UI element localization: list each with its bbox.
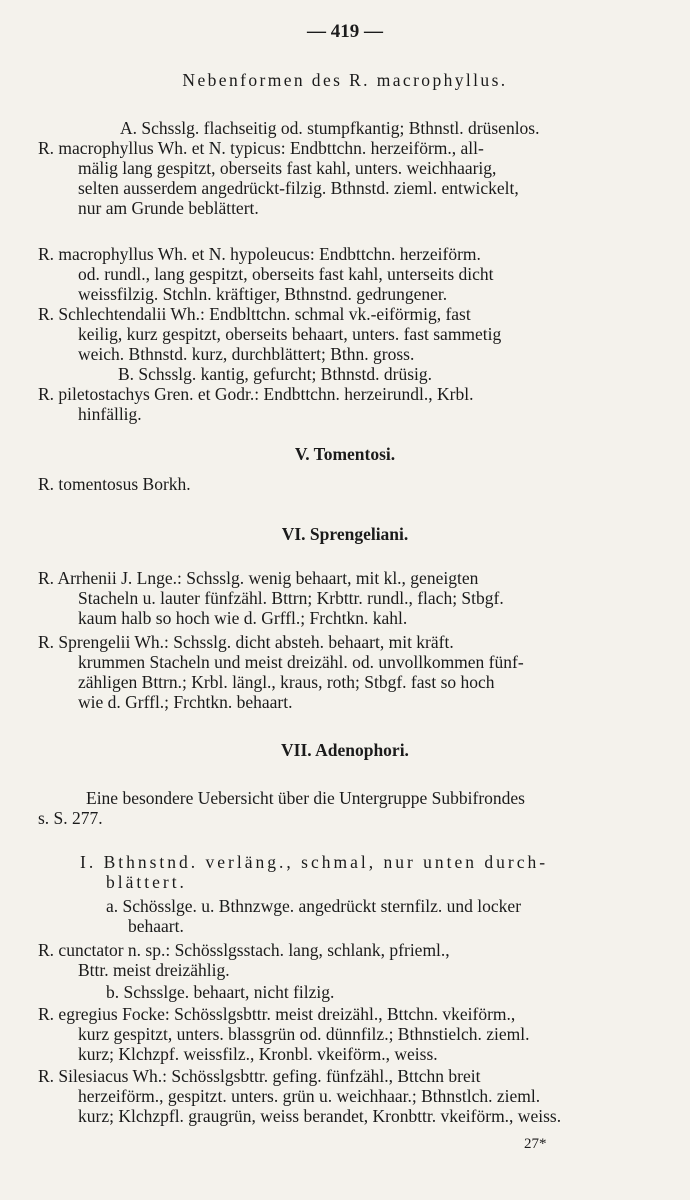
text-line: weissfilzig. Stchln. kräftiger, Bthnstnd. gedrungener.	[78, 284, 448, 304]
text-line: s. S. 277.	[38, 808, 103, 828]
text-line: R. piletostachys Gren. et Godr.: Endbttchn. herzeirundl., Krbl.	[38, 384, 474, 404]
text-line: R. Sprengelii Wh.: Schsslg. dicht absteh. behaart, mit kräft.	[38, 632, 454, 652]
text-line: I. Bthnstnd. verläng., schmal, nur unten durch-	[80, 852, 549, 872]
text-line: od. rundl., lang gespitzt, oberseits fast kahl, unterseits dicht	[78, 264, 494, 284]
text-line: B. Schsslg. kantig, gefurcht; Bthnstd. drüsig.	[118, 364, 433, 384]
text-line: R. tomentosus Borkh.	[38, 474, 191, 494]
text-line: R. Silesiacus Wh.: Schösslgsbttr. gefing. fünfzähl., Bttchn breit	[38, 1066, 481, 1086]
text-line: R. egregius Focke: Schösslgsbttr. meist dreizähl., Bttchn. vkeiförm.,	[38, 1004, 516, 1024]
section-heading-vi: VI. Sprengeliani.	[281, 524, 409, 544]
text-line: selten ausserdem angedrückt-filzig. Bthnstd. zieml. entwickelt,	[78, 178, 519, 198]
text-line: herzeiförm., gespitzt. unters. grün u. weichhaar.; Bthnstlch. zieml.	[78, 1086, 541, 1106]
text-line: R. macrophyllus Wh. et N. hypoleucus: Endbttchn. herzeiförm.	[38, 244, 481, 264]
text-line: Bttr. meist dreizählig.	[78, 960, 230, 980]
text-line: blättert.	[106, 872, 187, 892]
text-line: Stacheln u. lauter fünfzähl. Bttrn; Krbttr. rundl., flach; Stbgf.	[78, 588, 504, 608]
text-line: kurz gespitzt, unters. blassgrün od. dünnfilz.; Bthnstielch. zieml.	[78, 1024, 530, 1044]
text-line: keilig, kurz gespitzt, oberseits behaart, unters. fast sammetig	[78, 324, 502, 344]
text-line: R. cunctator n. sp.: Schösslgsstach. lang, schlank, pfrieml.,	[38, 940, 450, 960]
signature-mark: 27*	[524, 1136, 547, 1152]
text-line: wie d. Grffl.; Frchtkn. behaart.	[78, 692, 293, 712]
text-line: R. Schlechtendalii Wh.: Endblttchn. schmal vk.-eiförmig, fast	[38, 304, 471, 324]
section-heading-vii: VII. Adenophori.	[281, 740, 409, 760]
text-line: weich. Bthnstd. kurz, durchblättert; Bthn. gross.	[78, 344, 415, 364]
page-number: — 419 —	[307, 21, 383, 42]
text-line: A. Schsslg. flachseitig od. stumpfkantig; Bthnstl. drüsenlos.	[120, 118, 540, 138]
text-line: b. Schsslge. behaart, nicht filzig.	[106, 982, 335, 1002]
text-line: kurz; Klchzpf. weissfilz., Kronbl. vkeiförm., weiss.	[78, 1044, 438, 1064]
text-line: hinfällig.	[78, 404, 142, 424]
text-line: krummen Stacheln und meist dreizähl. od. unvollkommen fünf-	[78, 652, 524, 672]
section-title-nebenformen: Nebenformen des R. macrophyllus.	[182, 70, 508, 90]
text-line: R. macrophyllus Wh. et N. typicus: Endbttchn. herzeiförm., all-	[38, 138, 484, 158]
text-line: behaart.	[128, 916, 184, 936]
text-line: zähligen Bttrn.; Krbl. längl., kraus, roth; Stbgf. fast so hoch	[78, 672, 495, 692]
text-line: nur am Grunde beblättert.	[78, 198, 259, 218]
text-line: Eine besondere Uebersicht über die Untergruppe Subbifrondes	[86, 788, 525, 808]
text-line: kurz; Klchzpfl. graugrün, weiss berandet, Kronbttr. vkeiförm., weiss.	[78, 1106, 562, 1126]
section-heading-v: V. Tomentosi.	[294, 444, 396, 464]
text-line: kaum halb so hoch wie d. Grffl.; Frchtkn. kahl.	[78, 608, 408, 628]
text-line: a. Schösslge. u. Bthnzwge. angedrückt sternfilz. und locker	[106, 896, 522, 916]
text-line: mälig lang gespitzt, oberseits fast kahl, unters. weichhaarig,	[78, 158, 497, 178]
text-line: R. Arrhenii J. Lnge.: Schsslg. wenig behaart, mit kl., geneigten	[38, 568, 479, 588]
